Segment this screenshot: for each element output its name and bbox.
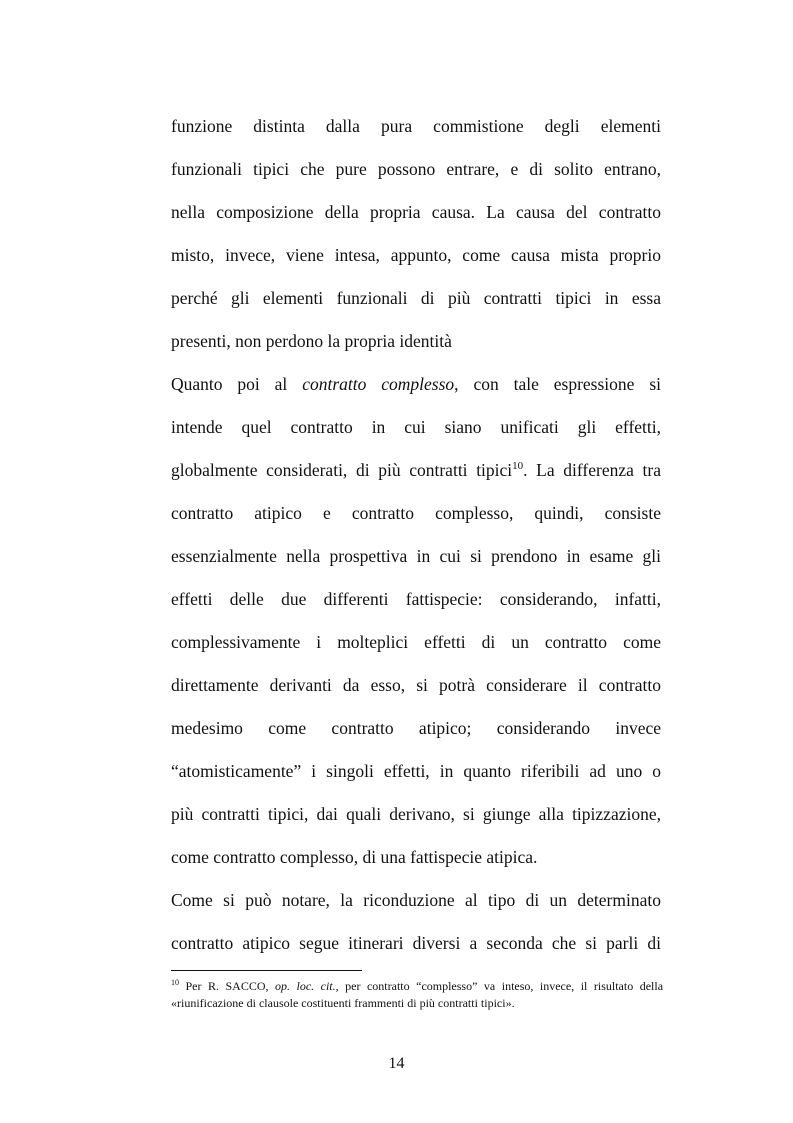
text-line: perché gli elementi funzionali di più contratti tipici in essa — [171, 288, 661, 308]
text-line: nella composizione della propria causa. La causa del contratto — [171, 202, 661, 222]
text-line: intende quel contratto in cui siano unificati gli effetti, — [171, 417, 661, 437]
body-text — [171, 105, 661, 965]
footnote — [171, 978, 663, 1012]
text-line: “atomisticamente” i singoli effetti, in quanto riferibili ad uno o — [171, 761, 661, 781]
italic-term: contratto complesso — [302, 374, 455, 394]
footnote-line: «riunificazione di clausole costituenti frammenti di più contratti tipici». — [171, 996, 515, 1010]
text-line: come contratto complesso, di una fattispecie atipica. — [171, 847, 538, 867]
text-line: direttamente derivanti da esso, si potrà considerare il contratto — [171, 675, 661, 695]
text-line: funzionali tipici che pure possono entrare, e di solito entrano, — [171, 159, 661, 179]
text-line: globalmente considerati, di più contratti tipici$^{10}$. La differenza tra — [171, 460, 661, 480]
footnote-number: 10 — [171, 978, 179, 987]
footnote-reference: 10 — [512, 460, 524, 473]
text-line: medesimo come contratto atipico; considerando invece — [171, 718, 661, 738]
text-line: funzione distinta dalla pura commistione degli elementi — [171, 116, 661, 136]
text-line: contratto atipico segue itinerari diversi a seconda che si parli di — [171, 933, 661, 953]
text-line: essenzialmente nella prospettiva in cui si prendono in esame gli — [171, 546, 661, 566]
page-number: 14 — [388, 1055, 405, 1072]
footnote-separator — [171, 970, 362, 971]
text-line: presenti, non perdono la propria identità — [171, 331, 452, 351]
text-line: contratto atipico e contratto complesso, quindi, consiste — [171, 503, 661, 523]
text-line: Come si può notare, la riconduzione al tipo di un determinato — [171, 890, 661, 910]
text-line: misto, invece, viene intesa, appunto, come causa mista proprio — [171, 245, 661, 265]
text-line: complessivamente i molteplici effetti di un contratto come — [171, 632, 661, 652]
text-line: Quanto poi al contratto complesso, con tale espressione si — [171, 374, 661, 394]
text-line: più contratti tipici, dai quali derivano, si giunge alla tipizzazione, — [171, 804, 661, 824]
footnote-line: $^{10}$ Per R. SACCO, op. loc. cit., per contratto “complesso” va inteso, invece, il risultato della — [171, 978, 664, 993]
text-line: effetti delle due differenti fattispecie: considerando, infatti, — [171, 589, 661, 609]
